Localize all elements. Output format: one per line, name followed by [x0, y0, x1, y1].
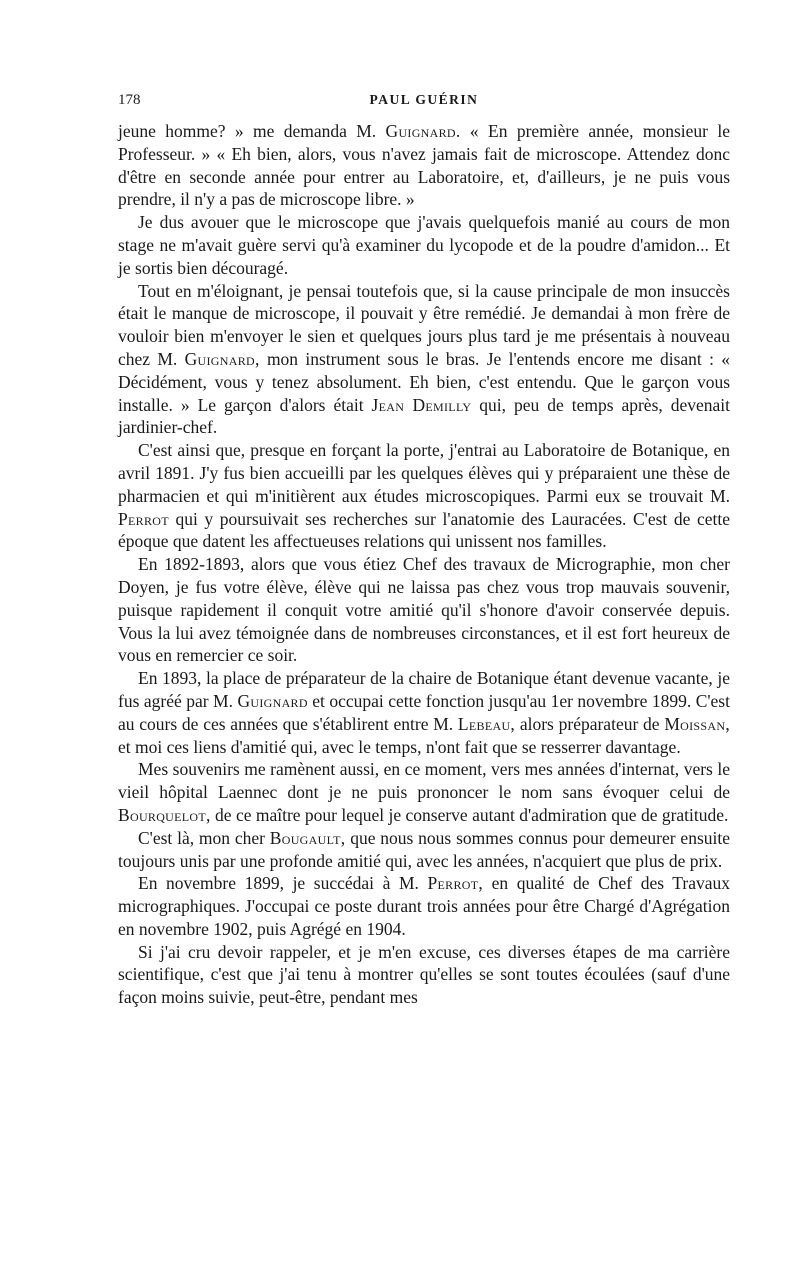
- paragraph-text: En 1892-1893, alors que vous étiez Chef des travaux de Micrographie, mon cher Doyen, je fus votre élève, élève qui ne laissa pas chez vous trop mauvais souvenir, puisque rapidement il conquit votre amitié qu'il s'honore d'avoir conservée depuis. Vous la lui avez témoignée dans de nombreuses circonstances, et il est fort heureux de vous en remercier ce soir.: [118, 554, 730, 666]
- paragraph-text: jeune homme? » me demanda M.: [118, 121, 386, 141]
- proper-name: Moissan,: [664, 713, 730, 734]
- proper-name: Perrot: [118, 508, 169, 529]
- paragraph: [118, 439, 730, 553]
- proper-name: Lebeau,: [457, 713, 516, 734]
- paragraph-text: C'est ainsi que, presque en forçant la porte, j'entrai au Laboratoire de Botanique, en avril 1891. J'y fus bien accueilli par les quelques élèves qui y préparaient une thèse de pharmacien et qui m'initièrent aux études microscopiques. Parmi eux se trouvait M.: [118, 440, 730, 506]
- paragraph-text: C'est là, mon cher: [138, 827, 270, 848]
- paragraph-text: En novembre 1899, je succédai à M.: [138, 873, 428, 894]
- paragraph-text: de ce maître pour lequel je conserve autant d'admiration que de gratitude.: [210, 804, 729, 825]
- paragraph-text: et occupai cette fonction jusqu'au 1er novembre 1899. C'est au cours de ces années que s'établirent entre M.: [118, 690, 730, 734]
- paragraph-text: En 1893, la place de préparateur de la chaire de Botanique étant devenue vacante, je fus agréé par M.: [118, 668, 730, 711]
- paragraph: [118, 667, 730, 758]
- proper-name: Bougault,: [269, 827, 346, 848]
- proper-name: Perrot,: [427, 873, 484, 894]
- proper-name: Guignard,: [184, 348, 260, 369]
- paragraph: [118, 211, 730, 279]
- running-header: [118, 90, 730, 116]
- paragraph: [118, 941, 730, 1009]
- proper-name: Jean Demilly: [371, 394, 472, 415]
- document-page: [118, 90, 730, 1009]
- paragraph: [118, 872, 730, 940]
- paragraph-text: en qualité de Chef des Travaux micrographiques. J'occupai ce poste durant trois années pour être Chargé d'Agrégation en novembre 1902, puis Agrégé en 1904.: [118, 873, 730, 939]
- paragraph-text: Si j'ai cru devoir rappeler, et je m'en excuse, ces diverses étapes de ma carrière scientifique, c'est que j'ai tenu à montrer qu'elles se sont toutes écoulées (sauf d'une façon moins suivie, peut-être, pendant mes: [118, 941, 730, 1008]
- proper-name: Guignard: [237, 690, 308, 711]
- paragraph-text: qui y poursuivait ses recherches sur l'anatomie des Lauracées. C'est de cette époque que datent les affectueuses relations qui unissent nos familles.: [118, 508, 730, 552]
- paragraph-text: Tout en m'éloignant, je pensai toutefois que, si la cause principale de mon insuccès était le manque de microscope, il pouvait y être remédié. Je demandai à mon frère de vouloir bien m'envoyer le sien et quelques jours plus tard je me présentais à nouveau chez M.: [118, 280, 730, 369]
- proper-name: Guignard.: [385, 121, 461, 141]
- paragraph-text: qui, peu de temps après, devenait jardinier-chef.: [118, 394, 730, 438]
- paragraph: [118, 758, 730, 826]
- paragraph-text: Je dus avouer que le microscope que j'avais quelquefois manié au cours de mon stage ne m'avait guère servi qu'à examiner du lycopode et de la poudre d'amidon... Et je sortis bien découragé.: [118, 212, 730, 278]
- paragraph: [118, 827, 730, 873]
- paragraph: [118, 553, 730, 667]
- paragraph-text: « En première année, monsieur le Professeur. » « Eh bien, alors, vous n'avez jamais fait de microscope. Attendez donc d'être en seconde année pour entrer au Laboratoire, et, d'ailleurs, je ne puis vous prendre, il n'y a pas de microscope libre. »: [118, 121, 730, 210]
- page-number: 178: [118, 92, 141, 108]
- paragraph: [118, 120, 730, 211]
- paragraph-text: Mes souvenirs me ramènent aussi, en ce moment, vers mes années d'internat, vers le vieil hôpital Laennec dont je ne puis prononcer le nom sans évoquer celui de: [118, 759, 730, 803]
- paragraph: [118, 280, 730, 440]
- body-text: [118, 120, 730, 1009]
- paragraph-text: et moi ces liens d'amitié qui, avec le temps, n'ont fait que se resserrer davantage.: [118, 736, 681, 757]
- paragraph-text: que nous nous sommes connus pour demeurer ensuite toujours unis par une profonde amitié qui, avec les années, n'acquiert que plus de prix.: [118, 827, 730, 871]
- paragraph-text: alors préparateur de: [515, 713, 665, 734]
- proper-name: Bourquelot,: [118, 804, 211, 825]
- paragraph-text: mon instrument sous le bras. Je l'entends encore me disant : « Décidément, vous y tenez absolument. Eh bien, c'est entendu. Que le garçon vous installe. » Le garçon d'alors était: [118, 348, 730, 415]
- header-title: PAUL GUÉRIN: [369, 92, 479, 107]
